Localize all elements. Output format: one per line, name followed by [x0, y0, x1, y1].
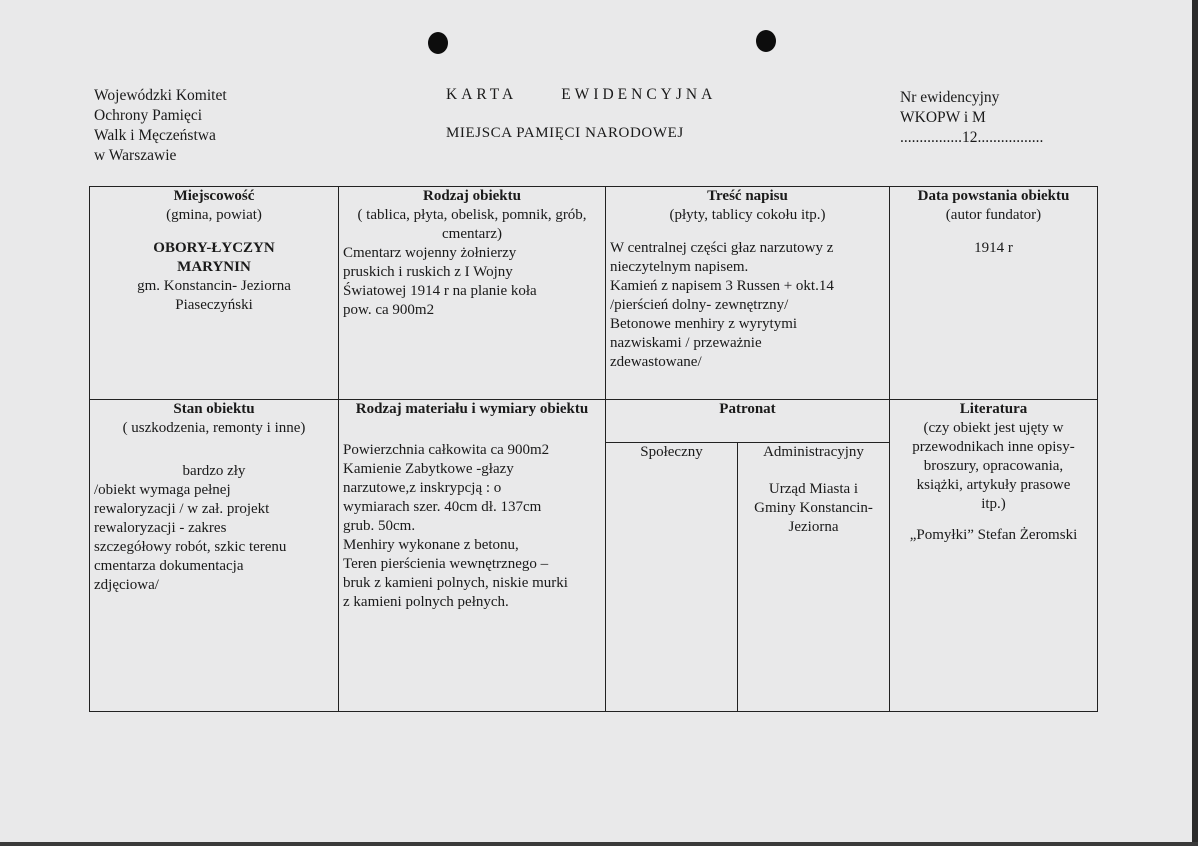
locality-name: OBORY-ŁYCZYN — [153, 240, 275, 256]
scan-bottom-edge — [0, 842, 1198, 846]
material-line: bruk z kamieni polnych, niskie murki — [343, 575, 568, 591]
date-header: Data powstania obiektu — [917, 188, 1070, 204]
document-subtitle: MIEJSCA PAMIĘCI NARODOWEJ — [446, 125, 684, 141]
material-line: narzutowe,z inskrypcją : o — [343, 480, 502, 496]
literature-subheader: itp.) — [981, 496, 1006, 512]
literature-header: Literatura — [959, 401, 1028, 417]
title-word-karta: KARTA — [446, 86, 518, 103]
patronage-admin-value: Gminy Konstancin- — [754, 500, 873, 516]
condition-line: /obiekt wymaga pełnej — [94, 482, 231, 498]
locality-county: Piaseczyński — [175, 297, 253, 313]
condition-line: cmentarza dokumentacja — [94, 558, 244, 574]
inscription-line: /pierścień dolny- zewnętrzny/ — [610, 297, 789, 313]
condition-line: rewaloryzacji / w zał. projekt — [94, 501, 270, 517]
issuer-line: Wojewódzki Komitet — [94, 87, 227, 104]
cell-object-type — [339, 187, 606, 400]
scan-edge-shadow — [1192, 0, 1198, 846]
locality-name-2: MARYNIN — [177, 259, 251, 275]
patronage-admin-value: Jeziorna — [788, 519, 839, 535]
cell-patronage-admin — [738, 443, 890, 712]
cell-inscription — [606, 187, 890, 400]
literature-subheader: przewodnikach inne opisy- — [912, 439, 1075, 455]
locality-commune: gm. Konstancin- Jeziorna — [137, 278, 291, 294]
inscription-line: Kamień z napisem 3 Russen + okt.14 — [610, 278, 834, 294]
object-type-header: Rodzaj obiektu — [423, 188, 521, 204]
object-type-line: Światowej 1914 r na planie koła — [343, 283, 537, 299]
condition-header: Stan obiektu — [173, 401, 255, 417]
literature-subheader: (czy obiekt jest ujęty w — [923, 420, 1064, 436]
patronage-admin-label: Administracyjny — [763, 444, 864, 460]
condition-subheader: ( uszkodzenia, remonty i inne) — [122, 420, 306, 436]
cell-patronage-header — [606, 400, 890, 443]
object-type-line: Cmentarz wojenny żołnierzy — [343, 245, 517, 261]
material-line: Menhiry wykonane z betonu, — [343, 537, 519, 553]
cell-material — [339, 400, 606, 712]
condition-line: zdjęciowa/ — [94, 577, 159, 593]
cell-locality — [90, 187, 339, 400]
date-subheader: (autor fundator) — [945, 207, 1042, 223]
punch-hole-right — [756, 30, 776, 52]
material-line: z kamieni polnych pełnych. — [343, 594, 509, 610]
locality-header: Miejscowość — [173, 188, 255, 204]
object-type-line: pruskich i ruskich z I Wojny — [343, 264, 513, 280]
punch-hole-left — [428, 32, 448, 54]
table-row — [90, 187, 1098, 400]
inscription-header: Treść napisu — [707, 188, 788, 204]
inscription-line: Betonowe menhiry z wyrytymi — [610, 316, 798, 332]
issuer-line: w Warszawie — [94, 147, 177, 164]
date-value: 1914 r — [974, 240, 1013, 256]
inscription-line: nazwiskami / przeważnie — [610, 335, 762, 351]
object-type-line: pow. ca 900m2 — [343, 302, 435, 318]
cell-condition — [90, 400, 339, 712]
title-word-ewidencyjna: EWIDENCYJNA — [561, 86, 717, 103]
issuer-block — [94, 86, 227, 166]
table-row — [90, 400, 1098, 443]
patronage-social-label: Społeczny — [640, 444, 703, 460]
patronage-header: Patronat — [719, 401, 776, 417]
material-line: Powierzchnia całkowita ca 900m2 — [343, 442, 550, 458]
material-line: Teren pierścienia wewnętrznego – — [343, 556, 549, 572]
inscription-line: zdewastowane/ — [610, 354, 702, 370]
locality-subheader: (gmina, powiat) — [166, 207, 262, 223]
inscription-line: nieczytelnym napisem. — [610, 259, 749, 275]
inscription-subheader: (płyty, tablicy cokołu itp.) — [669, 207, 826, 223]
literature-subheader: książki, artykuły prasowe — [916, 477, 1071, 493]
condition-line: rewaloryzacji - zakres — [94, 520, 227, 536]
issuer-line: Walk i Męczeństwa — [94, 127, 216, 144]
record-table — [89, 186, 1098, 712]
cell-date — [890, 187, 1098, 400]
object-type-subheader: ( tablica, płyta, obelisk, pomnik, grób, cmentarz) — [357, 207, 587, 242]
document-title — [446, 86, 716, 104]
record-number-block — [900, 88, 1043, 148]
material-header: Rodzaj materiału i wymiary obiektu — [355, 401, 589, 417]
material-line: grub. 50cm. — [343, 518, 416, 534]
material-line: wymiarach szer. 40cm dł. 137cm — [343, 499, 542, 515]
material-line: Kamienie Zabytkowe -głazy — [343, 461, 514, 477]
cell-patronage-social — [606, 443, 738, 712]
record-number-label: Nr ewidencyjny — [900, 89, 1000, 106]
condition-line: szczegółowy robót, szkic terenu — [94, 539, 287, 555]
record-number-code: WKOPW i M — [900, 109, 986, 126]
issuer-line: Ochrony Pamięci — [94, 107, 203, 124]
literature-value: „Pomyłki” Stefan Żeromski — [909, 527, 1078, 543]
literature-subheader: broszury, opracowania, — [923, 458, 1064, 474]
cell-literature — [890, 400, 1098, 712]
patronage-admin-value: Urząd Miasta i — [768, 481, 859, 497]
condition-lead: bardzo zły — [182, 463, 246, 479]
record-number-value: ................12................. — [900, 129, 1044, 146]
inscription-line: W centralnej części głaz narzutowy z — [610, 240, 834, 256]
